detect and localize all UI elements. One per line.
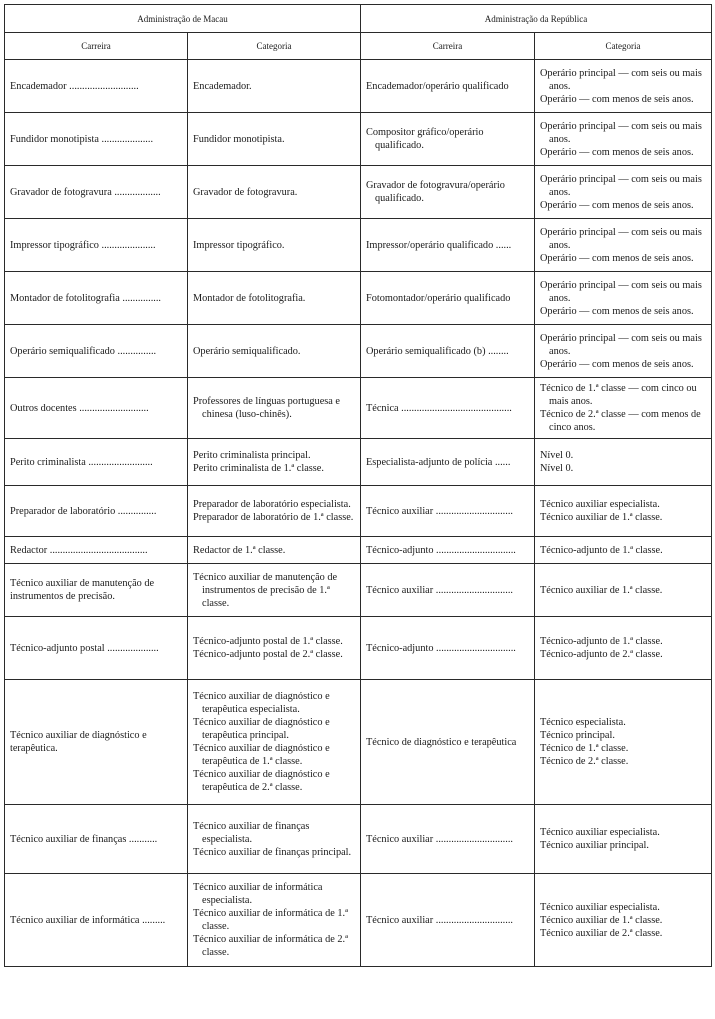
- rep-carreira-text: Fotomontador/operário qualificado: [366, 292, 511, 304]
- macau-carreira-text: Técnico auxiliar de finanças ...........: [10, 833, 158, 845]
- rep-carreira-text: Técnico-adjunto ...............................: [366, 544, 516, 556]
- rep-categoria-cell: [535, 166, 712, 219]
- rep-categoria-text: Técnico auxiliar especialista.: [540, 499, 660, 510]
- rep-categoria-cell: [535, 113, 712, 166]
- macau-carreira-cell: [5, 486, 188, 537]
- rep-categoria-text: Operário — com menos de seis anos.: [540, 146, 694, 158]
- macau-carreira-cell: [5, 680, 188, 805]
- rep-categoria-text: Técnico-adjunto de 2.ª classe.: [540, 649, 663, 660]
- rep-categoria-cell: [535, 325, 712, 378]
- rep-carreira-text: Especialista-adjunto de polícia ......: [366, 456, 511, 468]
- table-row: [5, 378, 712, 439]
- rep-categoria-cell: [535, 680, 712, 805]
- rep-categoria-text: Técnico auxiliar principal.: [540, 840, 649, 851]
- rep-carreira-cell: [361, 617, 535, 680]
- table-row: [5, 874, 712, 967]
- macau-carreira-cell: [5, 617, 188, 680]
- macau-categoria-cell: [188, 537, 361, 564]
- macau-carreira-text: Fundidor monotipista ....................: [10, 133, 154, 145]
- rep-categoria-cell: [535, 486, 712, 537]
- macau-carreira-cell: [5, 564, 188, 617]
- rep-categoria-cell: [535, 617, 712, 680]
- document-page: [4, 4, 711, 967]
- rep-carreira-cell: [361, 378, 535, 439]
- header-macau: Administração de Macau: [5, 5, 361, 33]
- macau-carreira-text: Operário semiqualificado ...............: [10, 345, 157, 357]
- rep-categoria-text: Técnico auxiliar especialista.: [540, 827, 660, 838]
- rep-categoria-text: Operário principal — com seis ou mais anos.: [540, 332, 702, 357]
- table-body: [5, 60, 712, 967]
- rep-carreira-cell: [361, 439, 535, 486]
- macau-categoria-text: Operário semiqualificado.: [193, 345, 301, 357]
- macau-categoria-text: Professores de línguas portuguesa e chinesa (luso-chinês).: [193, 396, 340, 420]
- rep-categoria-cell: [535, 219, 712, 272]
- rep-carreira-text: Encademador/operário qualificado: [366, 80, 509, 92]
- macau-carreira-cell: [5, 60, 188, 113]
- rep-categoria-text: Nível 0.: [540, 450, 574, 461]
- macau-carreira-cell: [5, 325, 188, 378]
- rep-categoria-cell: [535, 564, 712, 617]
- macau-categoria-cell: [188, 680, 361, 805]
- rep-categoria-text: Técnico de 1.ª classe — com cinco ou mais anos.: [540, 383, 697, 407]
- macau-categoria-cell: [188, 564, 361, 617]
- macau-categoria-text: Perito criminalista de 1.ª classe.: [193, 463, 324, 474]
- rep-carreira-text: Operário semiqualificado (b) ........: [366, 345, 509, 357]
- macau-carreira-cell: [5, 537, 188, 564]
- rep-carreira-cell: [361, 325, 535, 378]
- table-row: [5, 219, 712, 272]
- rep-carreira-cell: [361, 874, 535, 967]
- macau-categoria-text: Técnico auxiliar de diagnóstico e terapêutica especialista.: [193, 691, 330, 715]
- macau-carreira-text: Redactor ......................................: [10, 544, 148, 556]
- macau-categoria-text: Técnico-adjunto postal de 1.ª classe.: [193, 636, 343, 647]
- rep-categoria-text: Operário — com menos de seis anos.: [540, 358, 694, 370]
- rep-carreira-text: Técnico auxiliar ..............................: [366, 914, 513, 926]
- rep-categoria-cell: [535, 874, 712, 967]
- macau-categoria-cell: [188, 60, 361, 113]
- rep-carreira-cell: [361, 272, 535, 325]
- rep-categoria-cell: [535, 272, 712, 325]
- macau-carreira-text: Gravador de fotogravura ..................: [10, 186, 161, 198]
- rep-categoria-text: Operário — com menos de seis anos.: [540, 93, 694, 105]
- header-carreira-macau: Carreira: [5, 33, 188, 60]
- header-republica: Administração da República: [361, 5, 712, 33]
- rep-categoria-text: Técnico auxiliar de 1.ª classe.: [540, 584, 663, 596]
- table-row: [5, 439, 712, 486]
- macau-categoria-text: Gravador de fotogravura.: [193, 186, 298, 198]
- rep-categoria-text: Operário principal — com seis ou mais anos.: [540, 279, 702, 304]
- rep-categoria-cell: [535, 378, 712, 439]
- rep-carreira-text: Técnica ...........................................: [366, 402, 512, 414]
- rep-carreira-text: Técnico auxiliar ..............................: [366, 584, 513, 596]
- header-categoria-republica: Categoria: [535, 33, 712, 60]
- macau-categoria-cell: [188, 805, 361, 874]
- rep-categoria-text: Técnico especialista.: [540, 717, 626, 728]
- rep-categoria-cell: [535, 60, 712, 113]
- macau-categoria-text: Técnico auxiliar de manutenção de instrumentos de precisão de 1.ª classe.: [193, 571, 338, 609]
- rep-categoria-text: Técnico de 1.ª classe.: [540, 743, 629, 754]
- macau-categoria-text: Técnico auxiliar de finanças especialista.: [193, 820, 310, 845]
- table-row: [5, 166, 712, 219]
- rep-carreira-text: Compositor gráfico/operário qualificado.: [366, 127, 484, 151]
- rep-categoria-text: Técnico auxiliar de 1.ª classe.: [540, 512, 663, 523]
- macau-categoria-text: Técnico auxiliar de diagnóstico e terapêutica de 2.ª classe.: [193, 769, 330, 793]
- macau-carreira-cell: [5, 378, 188, 439]
- table-row: [5, 537, 712, 564]
- rep-categoria-cell: [535, 805, 712, 874]
- rep-carreira-cell: [361, 564, 535, 617]
- macau-categoria-text: Encademador.: [193, 80, 252, 92]
- rep-carreira-cell: [361, 60, 535, 113]
- rep-carreira-cell: [361, 680, 535, 805]
- rep-categoria-text: Técnico-adjunto de 1.ª classe.: [540, 544, 663, 556]
- macau-categoria-cell: [188, 272, 361, 325]
- macau-categoria-text: Fundidor monotipista.: [193, 133, 285, 145]
- rep-categoria-text: Técnico-adjunto de 1.ª classe.: [540, 636, 663, 647]
- macau-carreira-cell: [5, 805, 188, 874]
- table-row: [5, 680, 712, 805]
- rep-categoria-text: Operário — com menos de seis anos.: [540, 252, 694, 264]
- macau-carreira-text: Outros docentes ...........................: [10, 402, 149, 414]
- rep-categoria-text: Técnico de 2.ª classe.: [540, 756, 629, 767]
- rep-carreira-cell: [361, 537, 535, 564]
- rep-carreira-cell: [361, 486, 535, 537]
- rep-categoria-text: Operário principal — com seis ou mais anos.: [540, 120, 702, 145]
- rep-categoria-text: Técnico de 2.ª classe — com menos de cinco anos.: [540, 409, 701, 433]
- rep-categoria-text: Técnico auxiliar de 2.ª classe.: [540, 927, 663, 939]
- macau-carreira-text: Técnico auxiliar de diagnóstico e terapêutica.: [10, 730, 147, 754]
- rep-categoria-cell: [535, 439, 712, 486]
- rep-carreira-cell: [361, 219, 535, 272]
- macau-categoria-text: Técnico auxiliar de informática de 1.ª classe.: [193, 908, 348, 932]
- rep-carreira-cell: [361, 166, 535, 219]
- table-row: [5, 617, 712, 680]
- rep-categoria-text: Técnico principal.: [540, 730, 615, 741]
- macau-categoria-text: Técnico auxiliar de informática de 2.ª classe.: [193, 934, 348, 958]
- macau-categoria-text: Técnico-adjunto postal de 2.ª classe.: [193, 649, 343, 660]
- macau-carreira-text: Técnico auxiliar de manutenção de instrumentos de precisão.: [10, 578, 155, 602]
- macau-categoria-text: Preparador de laboratório especialista.: [193, 499, 351, 510]
- macau-carreira-text: Técnico-adjunto postal ....................: [10, 642, 159, 654]
- table-row: [5, 325, 712, 378]
- header-categoria-macau: Categoria: [188, 33, 361, 60]
- macau-categoria-text: Técnico auxiliar de diagnóstico e terapêutica de 1.ª classe.: [193, 743, 330, 767]
- rep-categoria-text: Operário — com menos de seis anos.: [540, 199, 694, 211]
- macau-categoria-text: Perito criminalista principal.: [193, 450, 311, 461]
- macau-carreira-text: Impressor tipográfico .....................: [10, 239, 156, 251]
- macau-categoria-cell: [188, 617, 361, 680]
- table-row: [5, 113, 712, 166]
- macau-carreira-text: Montador de fotolitografia ...............: [10, 292, 161, 304]
- macau-categoria-cell: [188, 166, 361, 219]
- table-row: [5, 60, 712, 113]
- macau-categoria-text: Redactor de 1.ª classe.: [193, 544, 286, 556]
- macau-categoria-text: Montador de fotolitografia.: [193, 292, 306, 304]
- rep-carreira-text: Técnico auxiliar ..............................: [366, 505, 513, 517]
- rep-categoria-text: Operário — com menos de seis anos.: [540, 305, 694, 317]
- macau-categoria-text: Impressor tipográfico.: [193, 239, 285, 251]
- rep-carreira-text: Técnico-adjunto ...............................: [366, 642, 516, 654]
- rep-categoria-text: Técnico auxiliar de 1.ª classe.: [540, 914, 663, 926]
- table-row: [5, 805, 712, 874]
- macau-carreira-cell: [5, 166, 188, 219]
- macau-categoria-text: Técnico auxiliar de informática especialista.: [193, 882, 323, 906]
- macau-categoria-cell: [188, 219, 361, 272]
- macau-categoria-cell: [188, 378, 361, 439]
- macau-categoria-cell: [188, 874, 361, 967]
- macau-carreira-text: Perito criminalista .........................: [10, 456, 153, 468]
- table-row: [5, 272, 712, 325]
- rep-carreira-text: Impressor/operário qualificado ......: [366, 239, 512, 251]
- rep-categoria-text: Operário principal — com seis ou mais anos.: [540, 226, 702, 251]
- rep-carreira-text: Técnico de diagnóstico e terapêutica: [366, 736, 517, 748]
- rep-carreira-cell: [361, 113, 535, 166]
- macau-carreira-cell: [5, 874, 188, 967]
- macau-categoria-cell: [188, 439, 361, 486]
- rep-categoria-text: Técnico auxiliar especialista.: [540, 901, 660, 913]
- macau-carreira-cell: [5, 439, 188, 486]
- macau-categoria-text: Preparador de laboratório de 1.ª classe.: [193, 512, 354, 523]
- rep-categoria-cell: [535, 537, 712, 564]
- macau-categoria-cell: [188, 113, 361, 166]
- macau-carreira-cell: [5, 219, 188, 272]
- macau-carreira-text: Técnico auxiliar de informática .........: [10, 914, 166, 926]
- career-correspondence-table: [4, 4, 712, 967]
- table-row: [5, 564, 712, 617]
- macau-carreira-cell: [5, 113, 188, 166]
- rep-carreira-text: Técnico auxiliar ..............................: [366, 833, 513, 845]
- macau-categoria-cell: [188, 325, 361, 378]
- macau-carreira-cell: [5, 272, 188, 325]
- rep-categoria-text: Nível 0.: [540, 463, 574, 474]
- rep-carreira-text: Gravador de fotogravura/operário qualificado.: [366, 180, 505, 204]
- macau-categoria-text: Técnico auxiliar de finanças principal.: [193, 846, 352, 858]
- header-carreira-republica: Carreira: [361, 33, 535, 60]
- table-row: [5, 486, 712, 537]
- macau-categoria-text: Técnico auxiliar de diagnóstico e terapêutica principal.: [193, 717, 330, 741]
- macau-carreira-text: Preparador de laboratório ...............: [10, 505, 157, 517]
- rep-carreira-cell: [361, 805, 535, 874]
- rep-categoria-text: Operário principal — com seis ou mais anos.: [540, 67, 702, 92]
- rep-categoria-text: Operário principal — com seis ou mais anos.: [540, 173, 702, 198]
- macau-categoria-cell: [188, 486, 361, 537]
- macau-carreira-text: Encademador ...........................: [10, 80, 139, 92]
